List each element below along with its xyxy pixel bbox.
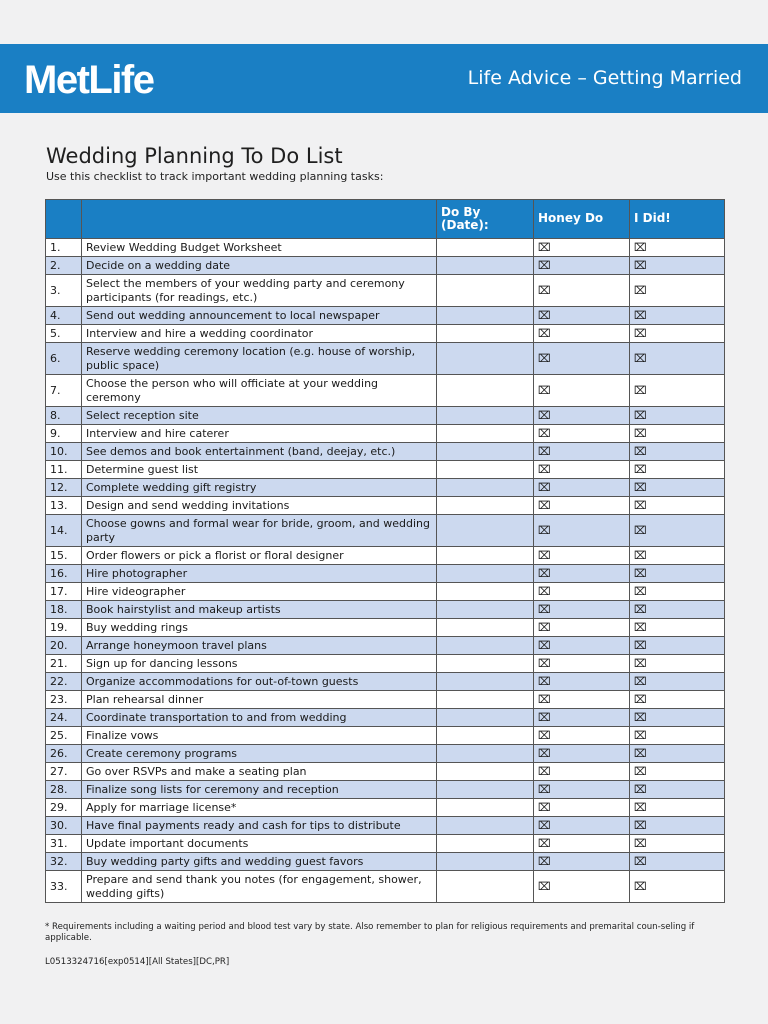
row-task: Hire videographer [82,583,437,601]
do-by-date-field[interactable] [437,515,534,547]
row-task: Hire photographer [82,565,437,583]
row-number: 20. [46,637,82,655]
table-row [46,619,725,637]
row-task: Finalize song lists for ceremony and reception [82,781,437,799]
i-did-checkbox[interactable]: ⌧ [630,461,725,479]
header-tagline: Life Advice – Getting Married [467,67,742,89]
row-number: 12. [46,479,82,497]
honey-do-checkbox[interactable]: ⌧ [534,479,630,497]
row-task: Determine guest list [82,461,437,479]
i-did-checkbox[interactable]: ⌧ [630,619,725,637]
row-task: Prepare and send thank you notes (for engagement, shower, wedding gifts) [82,871,437,903]
do-by-date-field[interactable] [437,691,534,709]
do-by-date-field[interactable] [437,619,534,637]
honey-do-checkbox[interactable]: ⌧ [534,817,630,835]
row-task: See demos and book entertainment (band, deejay, etc.) [82,443,437,461]
i-did-checkbox[interactable]: ⌧ [630,835,725,853]
row-task: Choose gowns and formal wear for bride, groom, and wedding party [82,515,437,547]
do-by-date-field[interactable] [437,547,534,565]
table-row [46,799,725,817]
row-number: 22. [46,673,82,691]
honey-do-checkbox[interactable]: ⌧ [534,835,630,853]
table-row [46,497,725,515]
i-did-checkbox[interactable]: ⌧ [630,799,725,817]
i-did-checkbox[interactable]: ⌧ [630,673,725,691]
do-by-date-field[interactable] [437,601,534,619]
do-by-date-field[interactable] [437,407,534,425]
do-by-date-field[interactable] [437,257,534,275]
i-did-checkbox[interactable]: ⌧ [630,871,725,903]
row-number: 19. [46,619,82,637]
i-did-checkbox[interactable]: ⌧ [630,257,725,275]
row-number: 4. [46,307,82,325]
i-did-checkbox[interactable]: ⌧ [630,781,725,799]
row-task: Choose the person who will officiate at your wedding ceremony [82,375,437,407]
table-row [46,583,725,601]
i-did-checkbox[interactable]: ⌧ [630,343,725,375]
i-did-checkbox[interactable]: ⌧ [630,763,725,781]
row-number: 27. [46,763,82,781]
do-by-date-field[interactable] [437,275,534,307]
honey-do-checkbox[interactable]: ⌧ [534,871,630,903]
row-task: Select the members of your wedding party and ceremony participants (for readings, etc.) [82,275,437,307]
honey-do-checkbox[interactable]: ⌧ [534,655,630,673]
row-task: Decide on a wedding date [82,257,437,275]
row-task: Coordinate transportation to and from wedding [82,709,437,727]
row-number: 15. [46,547,82,565]
row-task: Interview and hire a wedding coordinator [82,325,437,343]
table-row [46,307,725,325]
row-number: 5. [46,325,82,343]
honey-do-checkbox[interactable]: ⌧ [534,799,630,817]
row-number: 29. [46,799,82,817]
honey-do-checkbox[interactable]: ⌧ [534,709,630,727]
honey-do-checkbox[interactable]: ⌧ [534,601,630,619]
row-number: 16. [46,565,82,583]
do-by-date-field[interactable] [437,425,534,443]
honey-do-checkbox[interactable]: ⌧ [534,257,630,275]
do-by-date-field[interactable] [437,655,534,673]
i-did-checkbox[interactable]: ⌧ [630,407,725,425]
i-did-checkbox[interactable]: ⌧ [630,515,725,547]
row-number: 17. [46,583,82,601]
honey-do-checkbox[interactable]: ⌧ [534,673,630,691]
honey-do-checkbox[interactable]: ⌧ [534,275,630,307]
row-number: 31. [46,835,82,853]
table-row [46,655,725,673]
row-task: Have final payments ready and cash for tips to distribute [82,817,437,835]
row-task: Update important documents [82,835,437,853]
table-row [46,727,725,745]
i-did-checkbox[interactable]: ⌧ [630,307,725,325]
row-task: Apply for marriage license* [82,799,437,817]
table-row [46,547,725,565]
i-did-checkbox[interactable]: ⌧ [630,583,725,601]
table-row [46,425,725,443]
row-number: 24. [46,709,82,727]
todo-table [45,199,725,903]
row-number: 18. [46,601,82,619]
i-did-checkbox[interactable]: ⌧ [630,239,725,257]
table-row [46,673,725,691]
table-row [46,257,725,275]
table-row [46,835,725,853]
table-row [46,443,725,461]
do-by-date-field[interactable] [437,835,534,853]
honey-do-checkbox[interactable]: ⌧ [534,307,630,325]
row-number: 23. [46,691,82,709]
honey-do-checkbox[interactable]: ⌧ [534,745,630,763]
do-by-date-field[interactable] [437,727,534,745]
header-bar [0,44,768,113]
row-number: 21. [46,655,82,673]
do-by-date-field[interactable] [437,375,534,407]
row-number: 25. [46,727,82,745]
table-row [46,871,725,903]
do-by-date-field[interactable] [437,497,534,515]
do-by-date-field[interactable] [437,443,534,461]
row-number: 11. [46,461,82,479]
row-number: 32. [46,853,82,871]
table-row [46,637,725,655]
row-task: Order flowers or pick a florist or floral designer [82,547,437,565]
table-row [46,565,725,583]
table-row [46,853,725,871]
honey-do-checkbox[interactable]: ⌧ [534,461,630,479]
row-number: 10. [46,443,82,461]
row-task: Arrange honeymoon travel plans [82,637,437,655]
i-did-checkbox[interactable]: ⌧ [630,727,725,745]
do-by-date-field[interactable] [437,745,534,763]
row-task: Complete wedding gift registry [82,479,437,497]
do-by-date-field[interactable] [437,637,534,655]
i-did-checkbox[interactable]: ⌧ [630,601,725,619]
do-by-date-field[interactable] [437,307,534,325]
i-did-checkbox[interactable]: ⌧ [630,655,725,673]
do-by-date-field[interactable] [437,853,534,871]
honey-do-checkbox[interactable]: ⌧ [534,407,630,425]
header-num [46,200,82,239]
honey-do-checkbox[interactable]: ⌧ [534,637,630,655]
i-did-checkbox[interactable]: ⌧ [630,325,725,343]
row-task: Interview and hire caterer [82,425,437,443]
row-number: 7. [46,375,82,407]
honey-do-checkbox[interactable]: ⌧ [534,583,630,601]
row-number: 33. [46,871,82,903]
honey-do-checkbox[interactable]: ⌧ [534,565,630,583]
do-by-date-field[interactable] [437,239,534,257]
do-by-date-field[interactable] [437,781,534,799]
row-number: 30. [46,817,82,835]
table-row [46,781,725,799]
table-row [46,709,725,727]
header-honey-do: Honey Do [534,200,630,239]
i-did-checkbox[interactable]: ⌧ [630,375,725,407]
honey-do-checkbox[interactable]: ⌧ [534,781,630,799]
do-by-date-field[interactable] [437,325,534,343]
table-row [46,601,725,619]
row-task: Buy wedding party gifts and wedding guest favors [82,853,437,871]
i-did-checkbox[interactable]: ⌧ [630,745,725,763]
honey-do-checkbox[interactable]: ⌧ [534,375,630,407]
honey-do-checkbox[interactable]: ⌧ [534,325,630,343]
row-task: Plan rehearsal dinner [82,691,437,709]
row-number: 6. [46,343,82,375]
do-by-date-field[interactable] [437,479,534,497]
i-did-checkbox[interactable]: ⌧ [630,547,725,565]
table-row [46,275,725,307]
honey-do-checkbox[interactable]: ⌧ [534,497,630,515]
honey-do-checkbox[interactable]: ⌧ [534,691,630,709]
honey-do-checkbox[interactable]: ⌧ [534,515,630,547]
do-by-date-field[interactable] [437,461,534,479]
row-number: 28. [46,781,82,799]
row-task: Design and send wedding invitations [82,497,437,515]
row-number: 26. [46,745,82,763]
row-task: Reserve wedding ceremony location (e.g. house of worship, public space) [82,343,437,375]
do-by-date-field[interactable] [437,583,534,601]
do-by-date-field[interactable] [437,709,534,727]
table-row [46,325,725,343]
row-task: Create ceremony programs [82,745,437,763]
i-did-checkbox[interactable]: ⌧ [630,709,725,727]
row-number: 13. [46,497,82,515]
table-header-row [46,200,725,239]
i-did-checkbox[interactable]: ⌧ [630,817,725,835]
table-row [46,375,725,407]
footnote: * Requirements including a waiting period and blood test vary by state. Also remember to plan for religious requirements and premarital coun-seling if applicable. [45,922,695,943]
honey-do-checkbox[interactable]: ⌧ [534,853,630,871]
row-task: Buy wedding rings [82,619,437,637]
do-by-date-field[interactable] [437,799,534,817]
honey-do-checkbox[interactable]: ⌧ [534,547,630,565]
document-code: L0513324716[exp0514][All States][DC,PR] [45,957,230,967]
honey-do-checkbox[interactable]: ⌧ [534,425,630,443]
row-task: Review Wedding Budget Worksheet [82,239,437,257]
header-do-by: Do By (Date): [437,200,534,239]
i-did-checkbox[interactable]: ⌧ [630,691,725,709]
table-row [46,461,725,479]
row-task: Finalize vows [82,727,437,745]
table-row [46,691,725,709]
i-did-checkbox[interactable]: ⌧ [630,479,725,497]
metlife-logo: MetLife [24,58,154,102]
header-task [82,200,437,239]
row-number: 1. [46,239,82,257]
row-task: Sign up for dancing lessons [82,655,437,673]
row-number: 3. [46,275,82,307]
row-task: Go over RSVPs and make a seating plan [82,763,437,781]
table-row [46,745,725,763]
do-by-date-field[interactable] [437,565,534,583]
row-task: Book hairstylist and makeup artists [82,601,437,619]
do-by-date-field[interactable] [437,673,534,691]
table-row [46,407,725,425]
table-row [46,343,725,375]
honey-do-checkbox[interactable]: ⌧ [534,763,630,781]
honey-do-checkbox[interactable]: ⌧ [534,343,630,375]
i-did-checkbox[interactable]: ⌧ [630,565,725,583]
i-did-checkbox[interactable]: ⌧ [630,853,725,871]
i-did-checkbox[interactable]: ⌧ [630,425,725,443]
i-did-checkbox[interactable]: ⌧ [630,497,725,515]
row-number: 8. [46,407,82,425]
i-did-checkbox[interactable]: ⌧ [630,637,725,655]
do-by-date-field[interactable] [437,763,534,781]
table-row [46,817,725,835]
honey-do-checkbox[interactable]: ⌧ [534,727,630,745]
honey-do-checkbox[interactable]: ⌧ [534,239,630,257]
honey-do-checkbox[interactable]: ⌧ [534,619,630,637]
page-subtitle: Use this checklist to track important wedding planning tasks: [46,170,384,183]
table-row [46,479,725,497]
do-by-date-field[interactable] [437,817,534,835]
row-task: Send out wedding announcement to local newspaper [82,307,437,325]
row-number: 9. [46,425,82,443]
row-task: Organize accommodations for out-of-town guests [82,673,437,691]
table-row [46,515,725,547]
row-number: 2. [46,257,82,275]
table-row [46,763,725,781]
do-by-date-field[interactable] [437,343,534,375]
honey-do-checkbox[interactable]: ⌧ [534,443,630,461]
i-did-checkbox[interactable]: ⌧ [630,443,725,461]
i-did-checkbox[interactable]: ⌧ [630,275,725,307]
do-by-date-field[interactable] [437,871,534,903]
row-number: 14. [46,515,82,547]
page-title: Wedding Planning To Do List [46,144,343,168]
table-row [46,239,725,257]
header-i-did: I Did! [630,200,725,239]
row-task: Select reception site [82,407,437,425]
